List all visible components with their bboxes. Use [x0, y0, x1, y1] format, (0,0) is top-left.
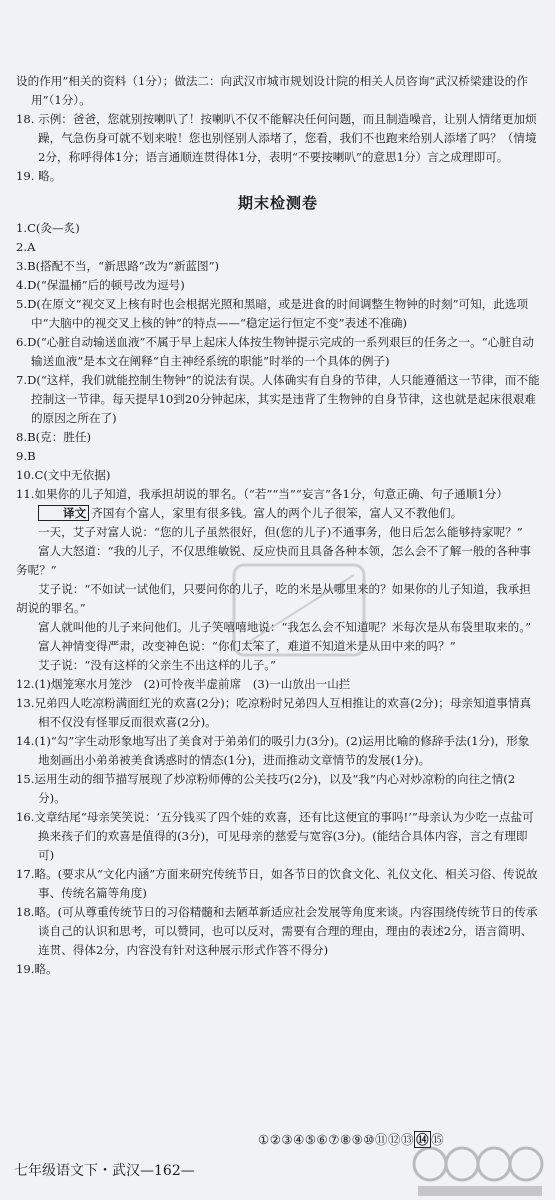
answer-number: 14. [16, 734, 35, 748]
answer-number: 3. [16, 259, 28, 273]
translation-line: 艾子说：“不如试一试他们，只要问你的儿子，吃的米是从哪里来的？如果你的儿子知道，我承担胡说的罪名。” [16, 582, 531, 615]
answer-number: 12. [16, 677, 35, 691]
translation-line: 富人就叫他的儿子来问他们。儿子笑嘻嘻地说：“我怎么会不知道呢？米每次是从布袋里取来的。” [38, 620, 531, 634]
answer-text: C(灸—炙) [27, 221, 80, 235]
answer-number: 7. [16, 373, 28, 387]
watermark-logo [410, 1140, 550, 1200]
translation-line: 一天，艾子对富人说：“您的儿子虽然很好，但(您的儿子)不通事务，他日后怎么能够持家呢？” [38, 525, 523, 539]
answer-number: 16. [16, 810, 35, 824]
answer-item [16, 447, 540, 466]
answer-text: B(克：胜任) [27, 430, 92, 444]
page-footer: 七年级语文下・武汉—162— [14, 1163, 195, 1179]
answer-item [16, 276, 540, 295]
translation-tag: 译文 [38, 505, 89, 521]
answer-number: 8. [16, 430, 28, 444]
answer-item [16, 485, 540, 504]
answer-text: D(“这样，我们就能控制生物钟”的说法有误。人体确实有自身的节律，人只能遵循这一节律，而不能控制这一节律。每天提早10到20分钟起床，其实是违背了生物钟的自身节律，这也就是起床很艰难的原因之所在了) [27, 373, 540, 425]
answer-text: B(搭配不当，“新思路”改为“新蓝图”) [27, 259, 220, 273]
answer-number: 1. [16, 221, 28, 235]
page-nav-next: ⑮ [431, 1132, 445, 1147]
answer-number: 6. [16, 335, 28, 349]
answer-list-a [16, 219, 540, 504]
answer-item [16, 770, 540, 808]
answer-item [16, 428, 540, 447]
translation-line: 艾子说：“没有这样的父亲生不出这样的儿子。” [38, 658, 276, 672]
answer-number: 11. [16, 487, 35, 501]
answer-number: 13. [16, 696, 35, 710]
answer-text: D(“心脏自动输送血液”不属于早上起床人体按生物钟提示完成的一系列艰巨的任务之一。“心脏自动输送血液”是本文在阐释“自主神经系统的职能”时举的一个具体的例子) [27, 335, 535, 368]
answer-text: D(“保温桶”后的顿号改为逗号) [27, 278, 185, 292]
page-nav-current: ⑭ [416, 1132, 430, 1147]
answer-number: 9. [16, 449, 28, 463]
answer-text: 略。(可从尊重传统节日的习俗精髓和去陋革新适应社会发展等角度来谈。内容围绕传统节日的传承谈自己的认识和思考，可以赞同，也可以反对，需要有合理的理由，理由的表述2分，语言简明、连贯、得体2分，内容没有针对这种展示形式作答不得分) [34, 905, 538, 957]
answer-item [16, 960, 540, 979]
answer-text: 略。 [34, 962, 58, 976]
answer-text: (1)“勾”字生动形象地写出了美食对于弟弟们的吸引力(3分)。(2)运用比喻的修辞手法(1分)，形象地刻画出小弟弟被美食诱惑时的情态(1分)，进而推动文章情节的发展(1分)。 [34, 734, 530, 767]
translation-line: 富人神情变得严肃，改变神色说：“你们太笨了，难道不知道米是从田中来的吗？” [38, 639, 456, 653]
answer-number: 18. [16, 905, 35, 919]
answer-text: C(文中无依据) [34, 468, 111, 482]
answer-text: A [27, 240, 36, 254]
answer-item [16, 333, 540, 371]
answer-item [16, 694, 540, 732]
answer-item [16, 371, 540, 428]
answer-item [16, 903, 540, 960]
answer-number: 19. [16, 962, 35, 976]
answer-item [16, 219, 540, 238]
answer-item [16, 732, 540, 770]
answer-number: 5. [16, 297, 28, 311]
answer-column [16, 72, 540, 979]
answer-number: 10. [16, 468, 35, 482]
answer-text: 兄弟四人吃凉粉满面红光的欢喜(2分)；吃凉粉时兄弟四人互相推让的欢喜(2分)；母亲知道事情真相不仅没有怪罪反而很欢喜(2分)。 [34, 696, 532, 729]
answer-item [16, 295, 540, 333]
answer-item [16, 865, 540, 903]
answer-item [16, 257, 540, 276]
answer-item [16, 808, 540, 865]
answer-list-b [16, 675, 540, 979]
answer-number: 4. [16, 278, 28, 292]
answer-text: D(在原文“视交叉上核有时也会根据光照和黑暗，或是进食的时间调整生物钟的时刻”可知，此选项中“大脑中的视交叉上核的钟”的特点——“稳定运行恒定不变”表述不准确) [27, 297, 529, 330]
q19-answer: 19. 略。 [16, 169, 62, 183]
answer-text: 文章结尾“母亲笑笑说：‘五分钱买了四个娃的欢喜，还有比这便宜的事吗!’”母亲认为少吃一点盐可换来孩子们的欢喜是值得的(3分)，可见母亲的慈爱与宽容(3分)。(能结合具体内容，言之有理即可) [34, 810, 534, 862]
answer-number: 15. [16, 772, 35, 786]
answer-text: 运用生动的细节描写展现了炒凉粉师傅的公关技巧(2分)，以及“我”内心对炒凉粉的向往之情(2分)。 [34, 772, 516, 805]
section-title: 期末检测卷 [237, 194, 318, 212]
translation-line: 齐国有个富人，家里有很多钱。富人的两个儿子很笨，富人又不教他们。 [91, 506, 463, 520]
answer-text: B [27, 449, 36, 463]
answer-item [16, 466, 540, 485]
answer-text: 如果你的儿子知道，我承担胡说的罪名。（“若”“当”“妄言”各1分，句意正确、句子通顺1分） [34, 487, 508, 501]
answer-number: 17. [16, 867, 35, 881]
intro-paragraph: 设的作用”相关的资料（1分）；做法二：向武汉市城市规划设计院的相关人员咨询“武汉桥梁建设的作用”（1分）。 [16, 74, 528, 107]
answer-item [16, 675, 540, 694]
page-nav-numbers: ①②③④⑤⑥⑦⑧⑨⑩⑪⑫⑬ [258, 1132, 415, 1147]
translation-first [16, 504, 540, 523]
translation-line: 富人大怒道：“我的儿子，不仅思维敏锐、反应快而且具备各种本领，怎么会不了解一般的各种事务呢？” [16, 544, 531, 577]
q18-answer: 18. 示例：爸爸，您就别按喇叭了！按喇叭不仅不能解决任何问题，而且制造噪音，让别人情绪更加烦躁，气急伤身可就不划来啦！您也别怪别人添堵了，您看，我们不也跑来给别人添堵了吗？（情境2分，称呼得体1分；语言通顺连贯得体1分，表明“不要按喇叭”的意思1分）言之成理即可。 [16, 112, 537, 164]
stamp-mark [224, 555, 374, 665]
answer-text: 略。(要求从“文化内涵”方面来研究传统节日，如各节日的饮食文化、礼仪文化、相关习俗、传说故事、传统名篇等角度) [34, 867, 538, 900]
answer-number: 2. [16, 240, 28, 254]
answer-text: (1)烟笼寒水月笼沙 (2)可怜夜半虚前席 (3)一山放出一山拦 [34, 677, 351, 691]
answer-item [16, 238, 540, 257]
